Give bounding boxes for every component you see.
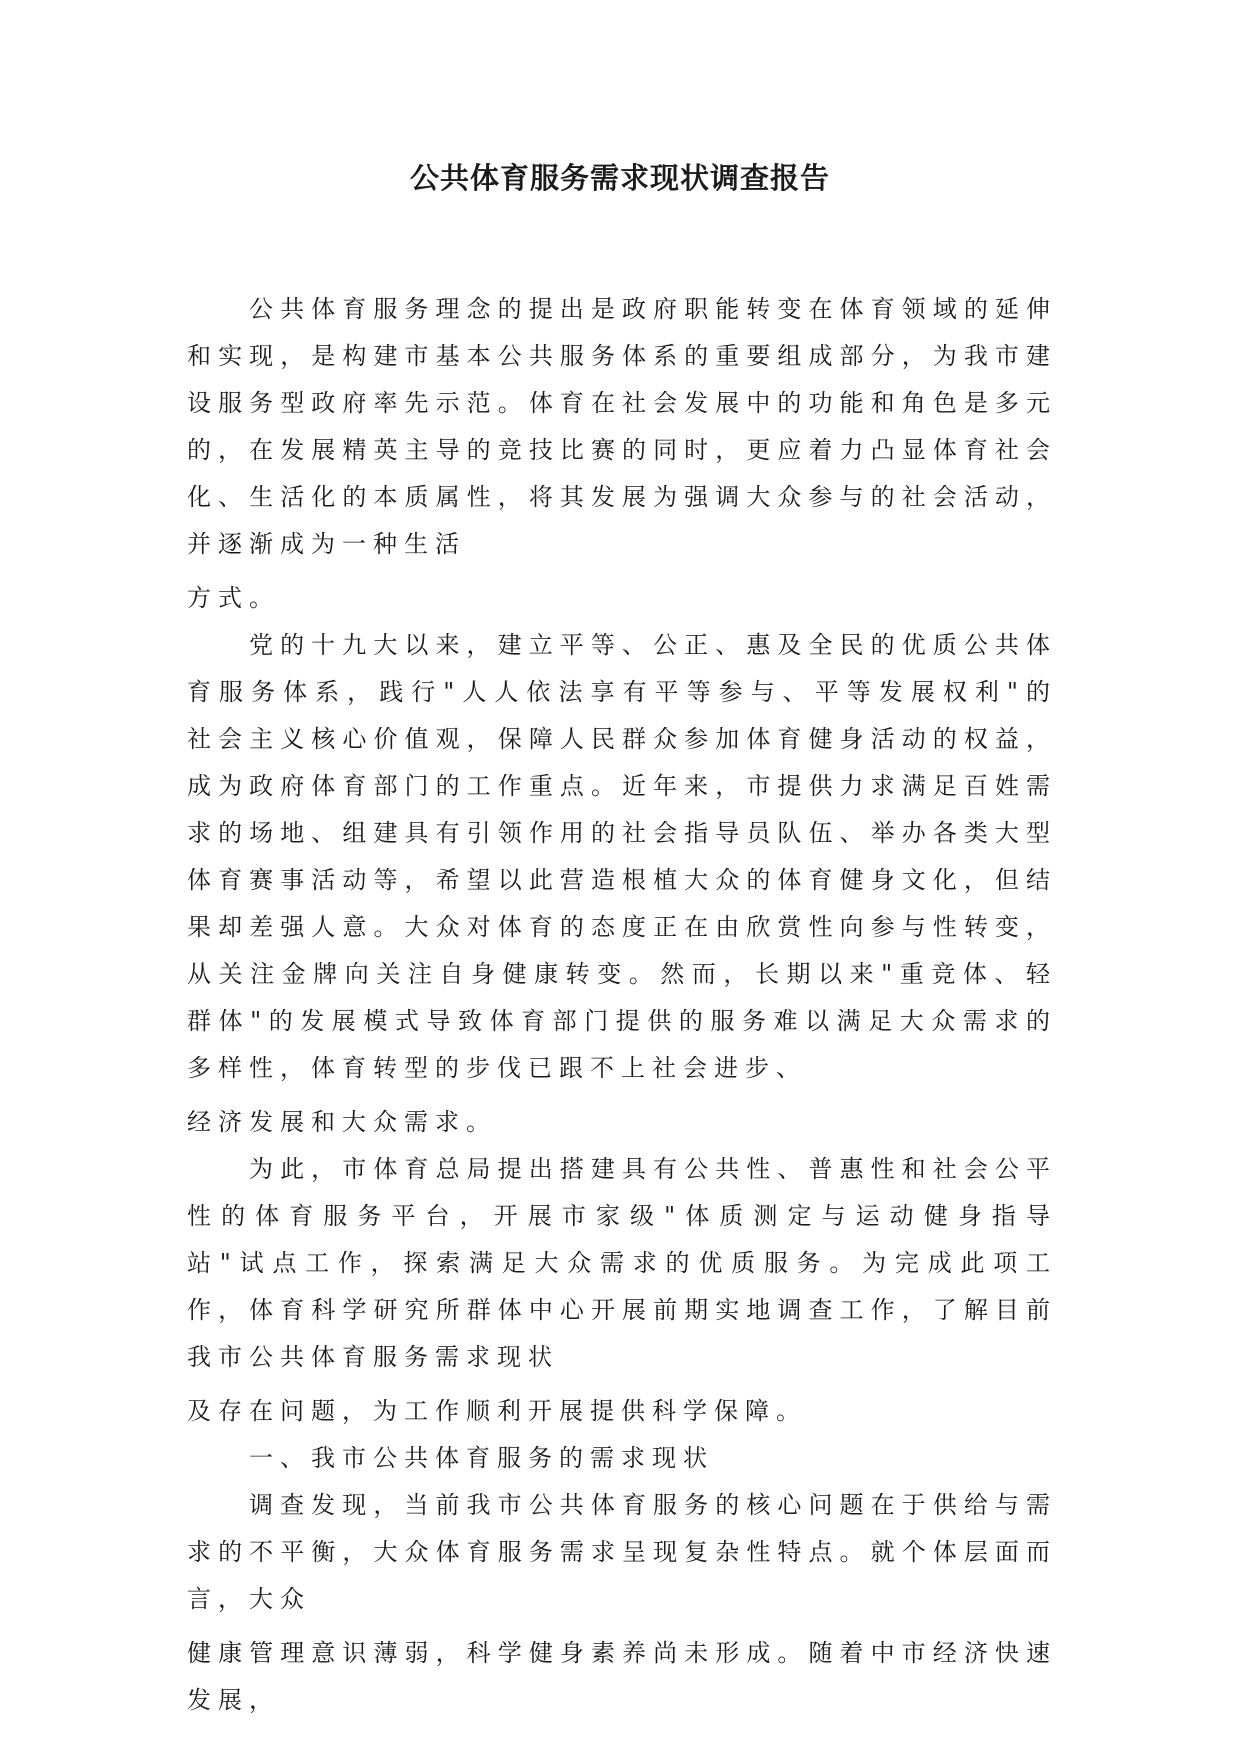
paragraph-background-tail: 经济发展和大众需求。 — [187, 1108, 497, 1136]
paragraph-background-main: 党的十九大以来，建立平等、公正、惠及全民的优质公共体育服务体系，践行"人人依法享有平等参与、平等发展权利"的社会主义核心价值观，保障人民群众参加体育健身活动的权益，成为政府体育部门的工作重点。近年来，市提供力求满足百姓需求的场地、组建具有引领作用的社会指导员队伍、举办各类大型体育赛事活动等，希望以此营造根植大众的体育健身文化，但结果却差强人意。大众对体育的态度正在由欣赏性向参与性转变，从关注金牌向关注自身健康转变。然而，长期以来"重竞体、轻群体"的发展模式导致体育部门提供的服务难以满足大众需求的多样性，体育转型的步伐已跟不上社会进步、 — [187, 631, 1057, 1082]
paragraph-findings-main: 调查发现，当前我市公共体育服务的核心问题在于供给与需求的不平衡，大众体育服务需求呈现复杂性特点。就个体层面而言，大众 — [187, 1491, 1057, 1613]
document-body — [187, 286, 1057, 1724]
paragraph-intro-tail: 方式。 — [187, 584, 280, 612]
paragraph-findings — [187, 1482, 1057, 1724]
paragraph-purpose — [187, 1146, 1057, 1435]
paragraph-intro — [187, 286, 1057, 622]
paragraph-purpose-main: 为此，市体育总局提出搭建具有公共性、普惠性和社会公平性的体育服务平台，开展市家级"体质测定与运动健身指导站"试点工作，探索满足大众需求的优质服务。为完成此项工作，体育科学研究所群体中心开展前期实地调查工作，了解目前我市公共体育服务需求现状 — [187, 1155, 1057, 1371]
document-title: 公共体育服务需求现状调查报告 — [409, 161, 830, 195]
section-heading: 一、我市公共体育服务的需求现状 — [249, 1444, 714, 1472]
paragraph-intro-main: 公共体育服务理念的提出是政府职能转变在体育领域的延伸和实现，是构建市基本公共服务体系的重要组成部分，为我市建设服务型政府率先示范。体育在社会发展中的功能和角色是多元的，在发展精英主导的竞技比赛的同时，更应着力凸显体育社会化、生活化的本质属性，将其发展为强调大众参与的社会活动，并逐渐成为一种生活 — [187, 295, 1057, 558]
paragraph-findings-tail: 健康管理意识薄弱，科学健身素养尚未形成。随着中市经济快速发展， — [187, 1639, 1057, 1714]
paragraph-purpose-tail: 及存在问题，为工作顺利开展提供科学保障。 — [187, 1397, 807, 1425]
paragraph-background — [187, 622, 1057, 1146]
